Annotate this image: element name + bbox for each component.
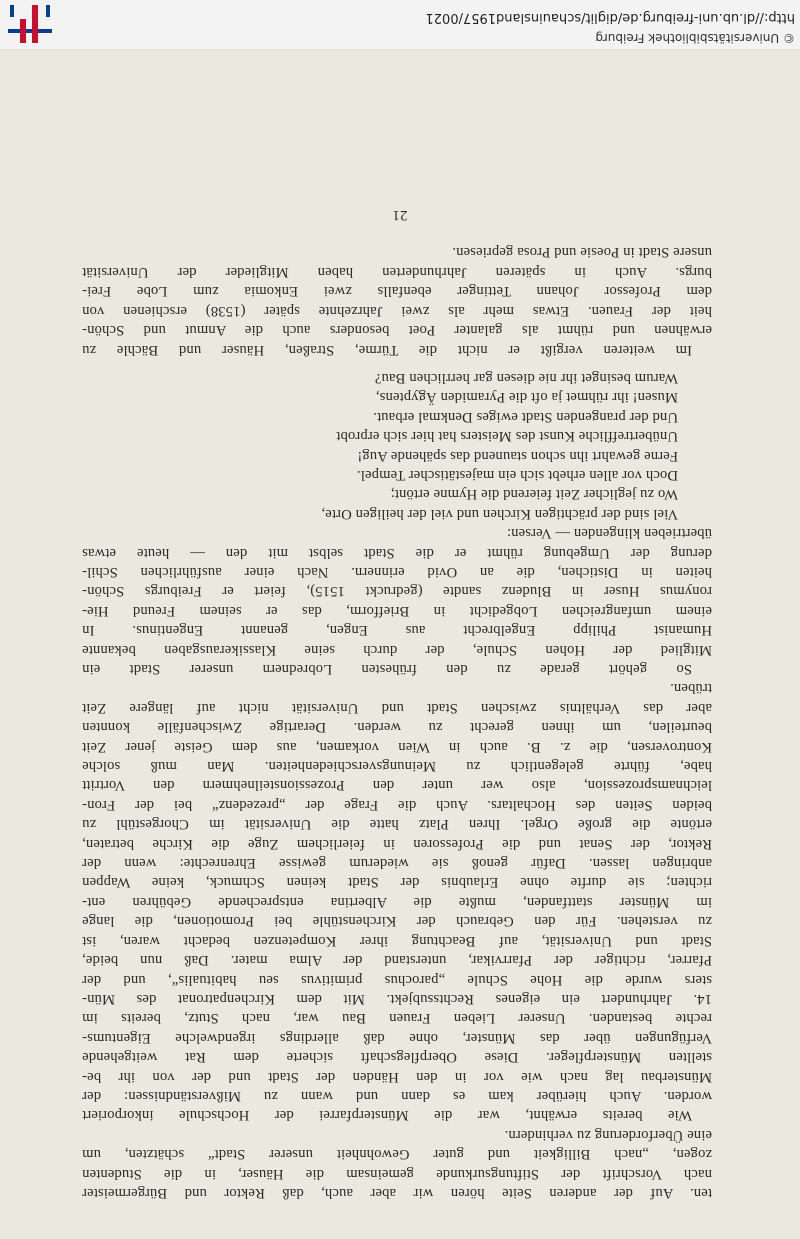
text-line: habe, führte gelegentlich zu Meinungsverschiedenheiten. Man muß solche: [82, 758, 712, 775]
verse-line: Unübertreffliche Kunst des Meisters hat hier sich erprobt: [336, 428, 678, 445]
text-line: rechte bestanden. Unserer Lieben Frauen Bau war, nach Stutz, bereits im: [82, 1010, 712, 1027]
text-line: anbringen lassen. Dafür genoß sie wiederum gewisse Ehrenrechte: wenn der: [82, 855, 712, 872]
text-line: Wie bereits erwähnt, war die Münsterpfarrei der Hochschule inkorporiert: [82, 1107, 692, 1124]
text-line: sters wurde die Hohe Schule „parochus primitivus seu habitualis“, und der: [82, 971, 712, 988]
text-line: dem Professor Johann Tettinger ebenfalls zwei Enkomia zum Lobe Frei-: [82, 283, 712, 300]
text-line: einem umfangreichen Lobgedicht in Briefform, das er seinem Freund Hie-: [82, 602, 712, 619]
text-line: richten; sie durfte ohne Erlaubnis der Stadt keinen Schmuck, keine Wappen: [82, 874, 712, 891]
text-line: Münsterbau lag nach wie vor in den Händen der Stadt und der von ihr be-: [82, 1068, 712, 1085]
text-line: eine Überforderung zu verhindern.: [504, 1126, 712, 1143]
text-line: 14. Jahrhundert ein eigenes Rechtssubjekt. Mit dem Kirchenpatronat des Mün-: [82, 990, 712, 1007]
source-url-link[interactable]: http://dl.ub.uni-freiburg.de/diglit/schauinsland1957/0021: [425, 10, 795, 25]
text-line: stellten Münsterpfleger. Diese Oberpflegschaft sicherte dem Rat weitgehende: [82, 1049, 712, 1066]
page-number: 21: [392, 207, 408, 223]
text-line: heiten in Distichen, die an Ovid erinnern. Nach einer ausführlichen Schil-: [82, 564, 712, 580]
text-line: beiden Seiten des Hochaltars. Auch die Frage der „prezedenz“ bei der Fron-: [82, 796, 712, 813]
copyright-text: © Universitätsbibliothek Freiburg: [595, 31, 795, 45]
verse-line: Doch vor allen erhebt sich ein majestätischer Tempel.: [356, 466, 678, 483]
text-line: leichnamsprozession, also wer unter den Prozessionsteilnehmern den Vortritt: [82, 777, 712, 794]
text-line: derung der Umgebung rühmt er die Stadt selbst mit den — heute etwas: [82, 544, 712, 561]
book-page: [0, 50, 800, 1239]
verse-line: Warum besinget ihr nie diesen gar herrlichen Bau?: [374, 369, 678, 386]
text-line: Mitglied der Hohen Schule, der durch seine Klassikerausgaben bekannte: [82, 641, 712, 658]
text-line: Stadt und Universität, auf Beachtung ihrer Kompetenzen bedacht waren, ist: [82, 932, 712, 949]
text-line: ten. Auf der anderen Seite hören wir aber auch, daß Rektor und Bürgermeister: [82, 1185, 712, 1201]
verse-line: Viel sind der prächtigen Kirchen und viel der heiligen Orte,: [321, 505, 678, 522]
text-line: Im weiteren vergißt er nicht die Türme, Straßen, Häuser und Bächle zu: [82, 341, 692, 358]
text-line: nach Vorschrift der Stiftungsurkunde gemeinsam die Häuser, in die Studenten: [82, 1165, 712, 1182]
text-line: So gehört gerade zu den frühesten Lobrednern unserer Stadt ein: [82, 661, 692, 678]
text-line: beurteilen, um ihnen gerecht zu werden. Derartige Zwischenfälle konnten: [82, 719, 712, 736]
text-line: Kontroversen, die z. B. auch in Wien vorkamen, aus dem Geiste jener Zeit: [82, 738, 712, 755]
text-line: Verfügungen über das Münster, ohne daß allerdings irgendwelche Eigentums-: [82, 1029, 712, 1046]
verse-line: Wo zu jeglicher Zeit feierend die Hymne ertönt;: [390, 486, 678, 503]
text-line: heit der Frauen. Etwas mehr als zwei Jahrzehnte später (1538) erschienen von: [82, 302, 712, 319]
body-text: [82, 242, 712, 1202]
text-line: übertrieben klingenden — Versen:: [506, 525, 712, 542]
text-line: erwähnen und rühmt als galanter Poet besonders auch die Anmut und Schön-: [82, 322, 712, 339]
verse-line: Musen! ihr rühmet ja oft die Pyramiden Ägyptens,: [375, 389, 678, 406]
library-logo-icon: [8, 5, 52, 43]
footer-bar: [0, 0, 800, 50]
text-line: im Münster stattfanden, mußte die Albertina entsprechende Gebühren ent-: [82, 893, 712, 910]
text-line: burgs. Auch in späteren Jahrhunderten haben Mitglieder der Universität: [82, 263, 712, 280]
verse-line: Und der prangenden Stadt ewiges Denkmal erbaut.: [373, 408, 678, 425]
verse-line: Ferne gewahrt ihn schon staunend das spähende Aug!: [357, 447, 678, 464]
text-line: ertönte die große Orgel. Ihren Platz hatte die Universität im Chorgestühl zu: [82, 816, 712, 833]
text-line: zogen, „nach Billigkeit und guter Gewohnheit unserer Stadt“ schätzten, um: [82, 1146, 712, 1163]
text-line: Rektor, der Senat und die Professoren in feierlichem Zuge die Kirche betraten,: [82, 835, 712, 852]
text-line: Pfarrer, richtiger der Pfarrvikar, unterstand der Alma mater. Daß nun beide,: [82, 952, 712, 969]
text-line: Humanist Philipp Engelbrecht aus Engen, genannt Engentinus. In: [82, 622, 712, 639]
text-line: unsere Stadt in Poesie und Prosa gepriesen.: [452, 244, 712, 261]
text-line: trüben.: [670, 680, 712, 697]
text-line: aber das Verhältnis zwischen Stadt und Universität nicht auf längere Zeit: [82, 699, 712, 716]
text-line: zu verstehen. Für den Gebrauch der Kirchenstühle bei Promotionen, die lange: [82, 913, 712, 930]
text-line: ronymus Huser in Bludenz sandte (gedruckt 1515), feiert er Freiburgs Schön-: [82, 583, 712, 600]
text-line: worden. Auch hierüber kam es dann und wann zu Mißverständnissen: der: [82, 1087, 712, 1104]
